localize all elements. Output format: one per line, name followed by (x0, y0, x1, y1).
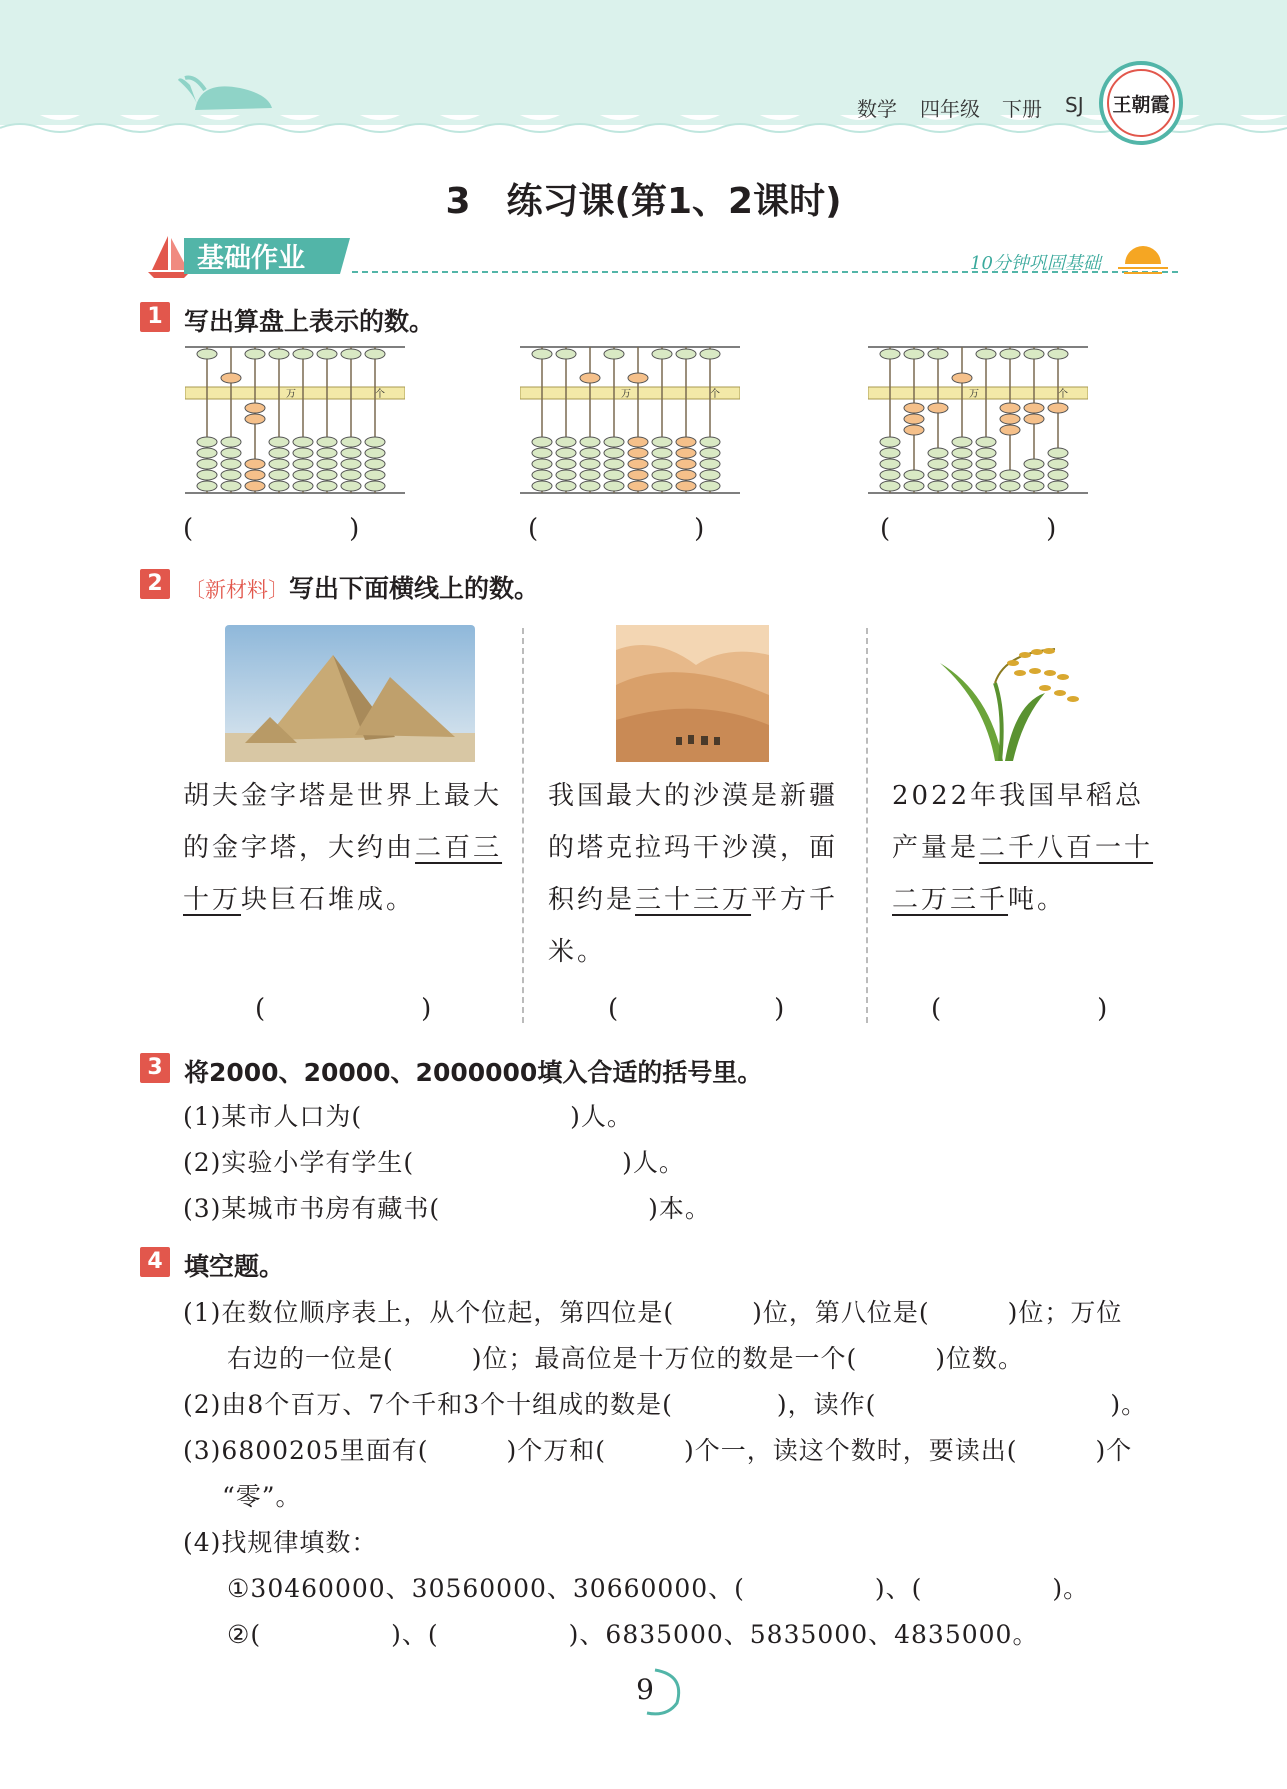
answer-paren[interactable]: ( ) (255, 994, 432, 1024)
abacus-bead (1024, 403, 1044, 413)
abacus-bead (928, 459, 948, 469)
question-3-number: 3 (140, 1053, 170, 1083)
abacus-bead (197, 437, 217, 447)
abacus-bead (532, 470, 552, 480)
abacus-bead (532, 481, 552, 491)
abacus-bead (317, 437, 337, 447)
abacus-bead (269, 349, 289, 359)
abacus-bead (293, 349, 313, 359)
abacus-bead (952, 481, 972, 491)
abacus-bead (532, 349, 552, 359)
abacus-2 (520, 345, 740, 495)
abacus-bead (556, 349, 576, 359)
abacus-bead (556, 470, 576, 480)
abacus-bead (976, 349, 996, 359)
abacus-bead (580, 459, 600, 469)
abacus-bead (1048, 349, 1068, 359)
abacus-bead (1000, 481, 1020, 491)
abacus-bead (904, 481, 924, 491)
q4-line[interactable]: (2)由8个百万、7个千和3个十组成的数是( )，读作( )。 (183, 1390, 1148, 1419)
q2-passage-2: 我国最大的沙漠是新疆的塔克拉玛干沙漠，面积约是三十三万平方千米。 (548, 781, 839, 967)
header-subject: 数学 (857, 97, 897, 121)
abacus-bead (317, 459, 337, 469)
abacus-bead (928, 349, 948, 359)
q3-line[interactable]: (2)实验小学有学生( )人。 (183, 1148, 685, 1177)
abacus-bead (928, 470, 948, 480)
abacus-bead (1000, 470, 1020, 480)
q4-line: (4)找规律填数： (183, 1528, 378, 1557)
abacus-bead (628, 437, 648, 447)
abacus-bead (928, 403, 948, 413)
abacus-bead (628, 470, 648, 480)
abacus-bead (221, 481, 241, 491)
column-divider (522, 628, 524, 1023)
abacus-bead (245, 403, 265, 413)
abacus-bead (341, 470, 361, 480)
abacus-bead (676, 448, 696, 458)
abacus-bead (556, 437, 576, 447)
rod-label-ge: 个 (710, 389, 720, 400)
abacus-bead (317, 481, 337, 491)
question-1-number: 1 (140, 302, 170, 332)
abacus-bead (293, 437, 313, 447)
q4-line[interactable]: (1)在数位顺序表上，从个位起，第四位是( )位，第八位是( )位；万位 (183, 1298, 1123, 1327)
abacus-bead (580, 437, 600, 447)
abacus-bead (904, 349, 924, 359)
abacus-bead (269, 448, 289, 458)
abacus-bead (293, 470, 313, 480)
question-1-title: 写出算盘上表示的数。 (184, 307, 435, 336)
rice-plant-image (935, 643, 1090, 761)
abacus-bead (269, 459, 289, 469)
q3-line[interactable]: (1)某市人口为( )人。 (183, 1102, 633, 1131)
abacus-bead (317, 470, 337, 480)
abacus-bead (652, 481, 672, 491)
abacus-bead (197, 481, 217, 491)
abacus-bead (1024, 414, 1044, 424)
abacus-bead (365, 459, 385, 469)
abacus-bead (341, 459, 361, 469)
question-3-title: 将2000、20000、2000000填入合适的括号里。 (184, 1058, 763, 1087)
rod-label-wan: 万 (969, 389, 979, 400)
abacus-bead (928, 481, 948, 491)
abacus-bead (197, 470, 217, 480)
brand-logo (1098, 60, 1184, 146)
abacus-bead (580, 448, 600, 458)
abacus-bead (1000, 403, 1020, 413)
abacus-bead (628, 459, 648, 469)
answer-paren[interactable]: ( ) (931, 994, 1108, 1024)
abacus-bead (700, 437, 720, 447)
abacus-bead (676, 470, 696, 480)
abacus-bead (1024, 481, 1044, 491)
abacus-bead (197, 459, 217, 469)
abacus-bead (221, 459, 241, 469)
question-2-title (184, 569, 539, 605)
column-divider (866, 628, 868, 1023)
answer-paren[interactable]: ( ) (608, 994, 785, 1024)
answer-paren[interactable]: ( ) (183, 514, 360, 544)
abacus-bead (700, 448, 720, 458)
abacus-bead (880, 470, 900, 480)
abacus-bead (269, 437, 289, 447)
q2-passage-1: 胡夫金字塔是世界上最大的金字塔，大约由二百三十万块巨石堆成。 (183, 781, 503, 915)
rod-label-ge: 个 (1058, 389, 1068, 400)
abacus-bead (928, 448, 948, 458)
abacus-bead (676, 349, 696, 359)
abacus-bead (532, 437, 552, 447)
abacus-bead (700, 470, 720, 480)
abacus-bead (221, 373, 241, 383)
abacus-bead (1048, 470, 1068, 480)
q4-line[interactable]: (3)6800205里面有( )个万和( )个一，读这个数时，要读出( )个 (183, 1436, 1133, 1465)
abacus-bead (245, 459, 265, 469)
abacus-bead (556, 481, 576, 491)
abacus-bead (245, 349, 265, 359)
rod-label-ge: 个 (375, 389, 385, 400)
abacus-bead (880, 481, 900, 491)
abacus-bead (293, 448, 313, 458)
header-banner (0, 0, 1287, 160)
page-number: 9 (636, 1673, 654, 1706)
q4-line: “零”。 (222, 1482, 302, 1511)
sailboat-icon (148, 236, 190, 278)
brand-name: 王朝霞 (1112, 94, 1170, 116)
abacus-3 (868, 345, 1088, 495)
abacus-bead (952, 373, 972, 383)
abacus-bead (652, 448, 672, 458)
abacus-bead (365, 448, 385, 458)
sunset-icon (1118, 246, 1168, 273)
abacus-bead (580, 481, 600, 491)
answer-paren[interactable]: ( ) (880, 514, 1057, 544)
abacus-bead (604, 481, 624, 491)
abacus-bead (976, 437, 996, 447)
abacus-bead (628, 448, 648, 458)
abacus-bead (341, 349, 361, 359)
abacus-bead (676, 481, 696, 491)
q4-line[interactable]: ②( )、( )、6835000、5835000、4835000。 (227, 1620, 1039, 1649)
abacus-bead (197, 349, 217, 359)
abacus-bead (652, 437, 672, 447)
section-subtitle: 10分钟巩固基础 (970, 253, 1101, 274)
pyramid-image (225, 625, 475, 762)
abacus-bead (365, 437, 385, 447)
abacus-bead (245, 414, 265, 424)
abacus-bead (341, 437, 361, 447)
abacus-bead (1024, 470, 1044, 480)
abacus-bead (904, 470, 924, 480)
question-2-text: 写出下面横线上的数。 (289, 574, 540, 603)
abacus-bead (365, 470, 385, 480)
abacus-bead (269, 481, 289, 491)
abacus-bead (245, 481, 265, 491)
abacus-bead (1024, 459, 1044, 469)
abacus-bead (341, 448, 361, 458)
question-2-number: 2 (140, 569, 170, 599)
q4-line[interactable]: ①30460000、30560000、30660000、( )、( )。 (227, 1574, 1090, 1603)
question-4-title: 填空题。 (184, 1252, 285, 1281)
abacus-bead (604, 349, 624, 359)
abacus-bead (1000, 349, 1020, 359)
abacus-bead (221, 470, 241, 480)
answer-paren[interactable]: ( ) (528, 514, 705, 544)
abacus-bead (976, 481, 996, 491)
abacus-bead (904, 425, 924, 435)
abacus-bead (604, 448, 624, 458)
abacus-bead (628, 481, 648, 491)
abacus-bead (904, 403, 924, 413)
abacus-bead (197, 448, 217, 458)
q2-passage-3: 2022年我国早稻总产量是二千八百一十二万三千吨。 (892, 781, 1154, 915)
abacus-bead (652, 470, 672, 480)
section-label: 基础作业 (197, 243, 305, 274)
abacus-bead (652, 459, 672, 469)
abacus-bead (628, 373, 648, 383)
page-title: 3 练习课(第1、2课时) (445, 181, 842, 222)
abacus-bead (676, 437, 696, 447)
abacus-bead (952, 459, 972, 469)
abacus-bead (604, 437, 624, 447)
abacus-bead (245, 470, 265, 480)
abacus-bead (293, 481, 313, 491)
rod-label-wan: 万 (621, 389, 631, 400)
abacus-bead (952, 470, 972, 480)
abacus-bead (1048, 459, 1068, 469)
abacus-bead (293, 459, 313, 469)
abacus-bead (976, 459, 996, 469)
q4-line[interactable]: 右边的一位是( )位；最高位是十万位的数是一个( )位数。 (227, 1344, 1025, 1373)
abacus-bead (556, 448, 576, 458)
abacus-bead (580, 373, 600, 383)
abacus-bead (880, 349, 900, 359)
rod-label-wan: 万 (286, 389, 296, 400)
abacus-bead (221, 448, 241, 458)
abacus-bead (1024, 349, 1044, 359)
abacus-bead (904, 414, 924, 424)
abacus-bead (556, 459, 576, 469)
abacus-bead (604, 470, 624, 480)
abacus-bead (1000, 425, 1020, 435)
header-grade: 四年级 (920, 97, 980, 121)
header-volume: 下册 (1002, 97, 1042, 121)
q3-line[interactable]: (3)某城市书房有藏书( )本。 (183, 1194, 711, 1223)
abacus-bead (880, 437, 900, 447)
abacus-bead (976, 448, 996, 458)
abacus-bead (1000, 414, 1020, 424)
abacus-bead (700, 481, 720, 491)
question-4-number: 4 (140, 1247, 170, 1277)
abacus-bead (1048, 403, 1068, 413)
abacus-bead (341, 481, 361, 491)
abacus-bead (952, 437, 972, 447)
abacus-bead (604, 459, 624, 469)
abacus-bead (880, 459, 900, 469)
abacus-bead (700, 459, 720, 469)
abacus-bead (1048, 481, 1068, 491)
abacus-bead (952, 448, 972, 458)
abacus-bead (317, 448, 337, 458)
abacus-bead (880, 448, 900, 458)
abacus-bead (221, 437, 241, 447)
abacus-bead (365, 481, 385, 491)
header-edition: SJ (1065, 93, 1084, 117)
abacus-bead (269, 470, 289, 480)
abacus-bead (532, 459, 552, 469)
abacus-bead (365, 349, 385, 359)
abacus-bead (1048, 448, 1068, 458)
abacus-bead (700, 349, 720, 359)
abacus-bead (976, 470, 996, 480)
abacus-bead (580, 470, 600, 480)
new-material-tag: 〔新材料〕 (184, 578, 289, 602)
abacus-bead (676, 459, 696, 469)
abacus-bead (317, 349, 337, 359)
abacus-1 (185, 345, 405, 495)
abacus-bead (652, 349, 672, 359)
desert-image (616, 625, 769, 762)
abacus-bead (532, 448, 552, 458)
